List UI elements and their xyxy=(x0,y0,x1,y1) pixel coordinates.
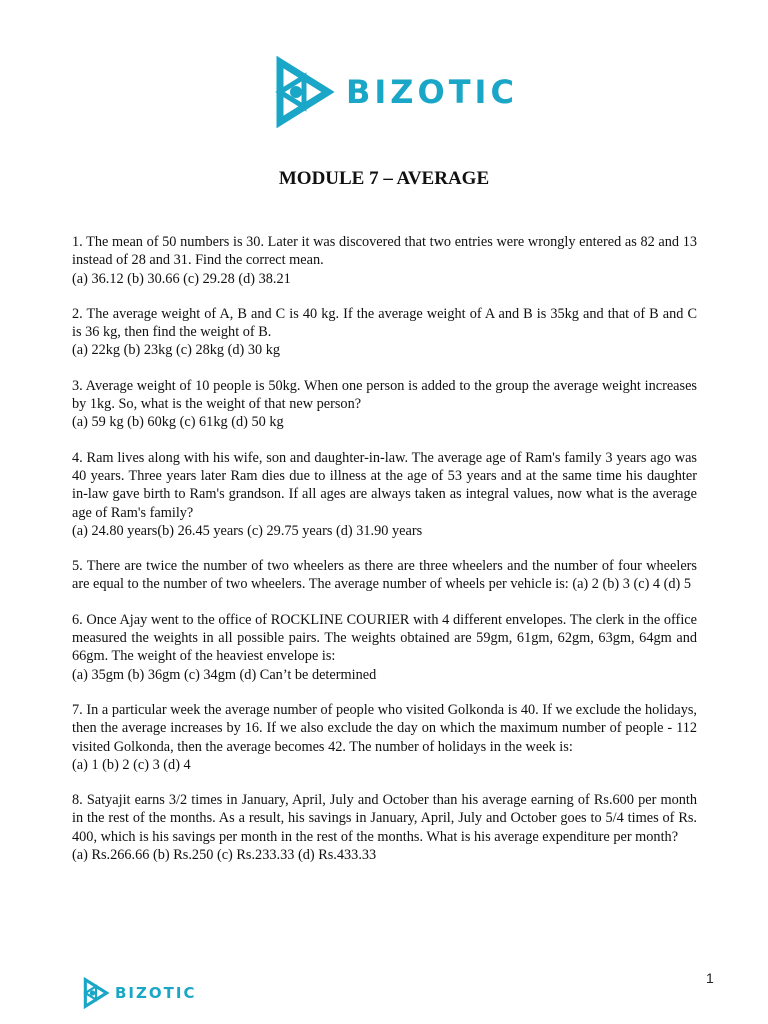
question-text: 1. The mean of 50 numbers is 30. Later it was discovered that two entries were wrongly entered as 82 and 13 instead of 28 and 31. Find the correct mean. xyxy=(72,234,697,269)
question-options: (a) 1 (b) 2 (c) 3 (d) 4 xyxy=(72,756,191,773)
footer-logo xyxy=(80,976,196,1010)
question-options: (a) Rs.266.66 (b) Rs.250 (c) Rs.233.33 (d) Rs.433.33 xyxy=(72,847,377,864)
page-number: 1 xyxy=(706,970,714,986)
brand-name: BIZOTIC xyxy=(346,73,518,111)
question-4 xyxy=(72,449,697,540)
footer-brand-name: BIZOTIC xyxy=(115,984,197,1002)
question-options: (a) 24.80 years(b) 26.45 years (c) 29.75 years (d) 31.90 years xyxy=(72,522,423,539)
question-text: 4. Ram lives along with his wife, son and daughter-in-law. The average age of Ram's family 3 years ago was 40 years. Three years later Ram dies due to illness at the age of 53 years and at the same time his daughter in-law gave birth to Ram's grandson. If all ages are always taken as integral values, now what is the average age of Ram's family? xyxy=(72,449,697,521)
bizotic-logo-icon xyxy=(80,977,112,1009)
question-text: 3. Average weight of 10 people is 50kg. When one person is added to the group the average weight increases by 1kg. So, what is the weight of that new person? xyxy=(72,377,697,413)
question-1 xyxy=(72,233,697,288)
question-7 xyxy=(72,701,697,774)
question-3 xyxy=(72,377,697,432)
question-options: (a) 36.12 (b) 30.66 (c) 29.28 (d) 38.21 xyxy=(72,270,291,287)
page-title: MODULE 7 – AVERAGE xyxy=(278,168,490,189)
question-8 xyxy=(72,791,697,864)
bizotic-logo-icon xyxy=(268,56,340,128)
question-options: (a) 35gm (b) 36gm (c) 34gm (d) Can’t be determined xyxy=(72,666,377,683)
question-text: 8. Satyajit earns 3/2 times in January, April, July and October than his average earning of Rs.600 per month in the rest of the months. As a result, his savings in January, April, July and October goes to 5/4 times of Rs. 400, which is his savings per month in the rest of the months. What is his average expenditure per month? xyxy=(72,792,697,845)
question-list xyxy=(72,233,697,881)
question-text: 7. In a particular week the average number of people who visited Golkonda is 40. If we exclude the holidays, then the average increases by 16. If we also exclude the day on which the maximum number of people - 112 visited Golkonda, then the average becomes 42. The number of holidays in the week is: xyxy=(72,701,697,755)
question-text: 5. There are twice the number of two wheelers as there are three wheelers and the number of four wheelers are equal to the number of two wheelers. The average number of wheels per vehicle is: (a) 2 (b) 3 (c) 4 (d) 5 xyxy=(72,558,697,593)
question-options: (a) 22kg (b) 23kg (c) 28kg (d) 30 kg xyxy=(72,342,281,359)
question-6 xyxy=(72,611,697,684)
question-text: 6. Once Ajay went to the office of ROCKLINE COURIER with 4 different envelopes. The clerk in the office measured the weights in all possible pairs. The weights obtained are 59gm, 61gm, 62gm, 63gm, 64gm and 66gm. The weight of the heaviest envelope is: xyxy=(72,611,697,665)
question-5 xyxy=(72,557,697,594)
header-logo xyxy=(268,56,518,128)
question-2 xyxy=(72,305,697,360)
question-options: (a) 59 kg (b) 60kg (c) 61kg (d) 50 kg xyxy=(72,414,284,431)
question-text: 2. The average weight of A, B and C is 40 kg. If the average weight of A and B is 35kg and that of B and C is 36 kg, then find the weight of B. xyxy=(72,305,697,341)
